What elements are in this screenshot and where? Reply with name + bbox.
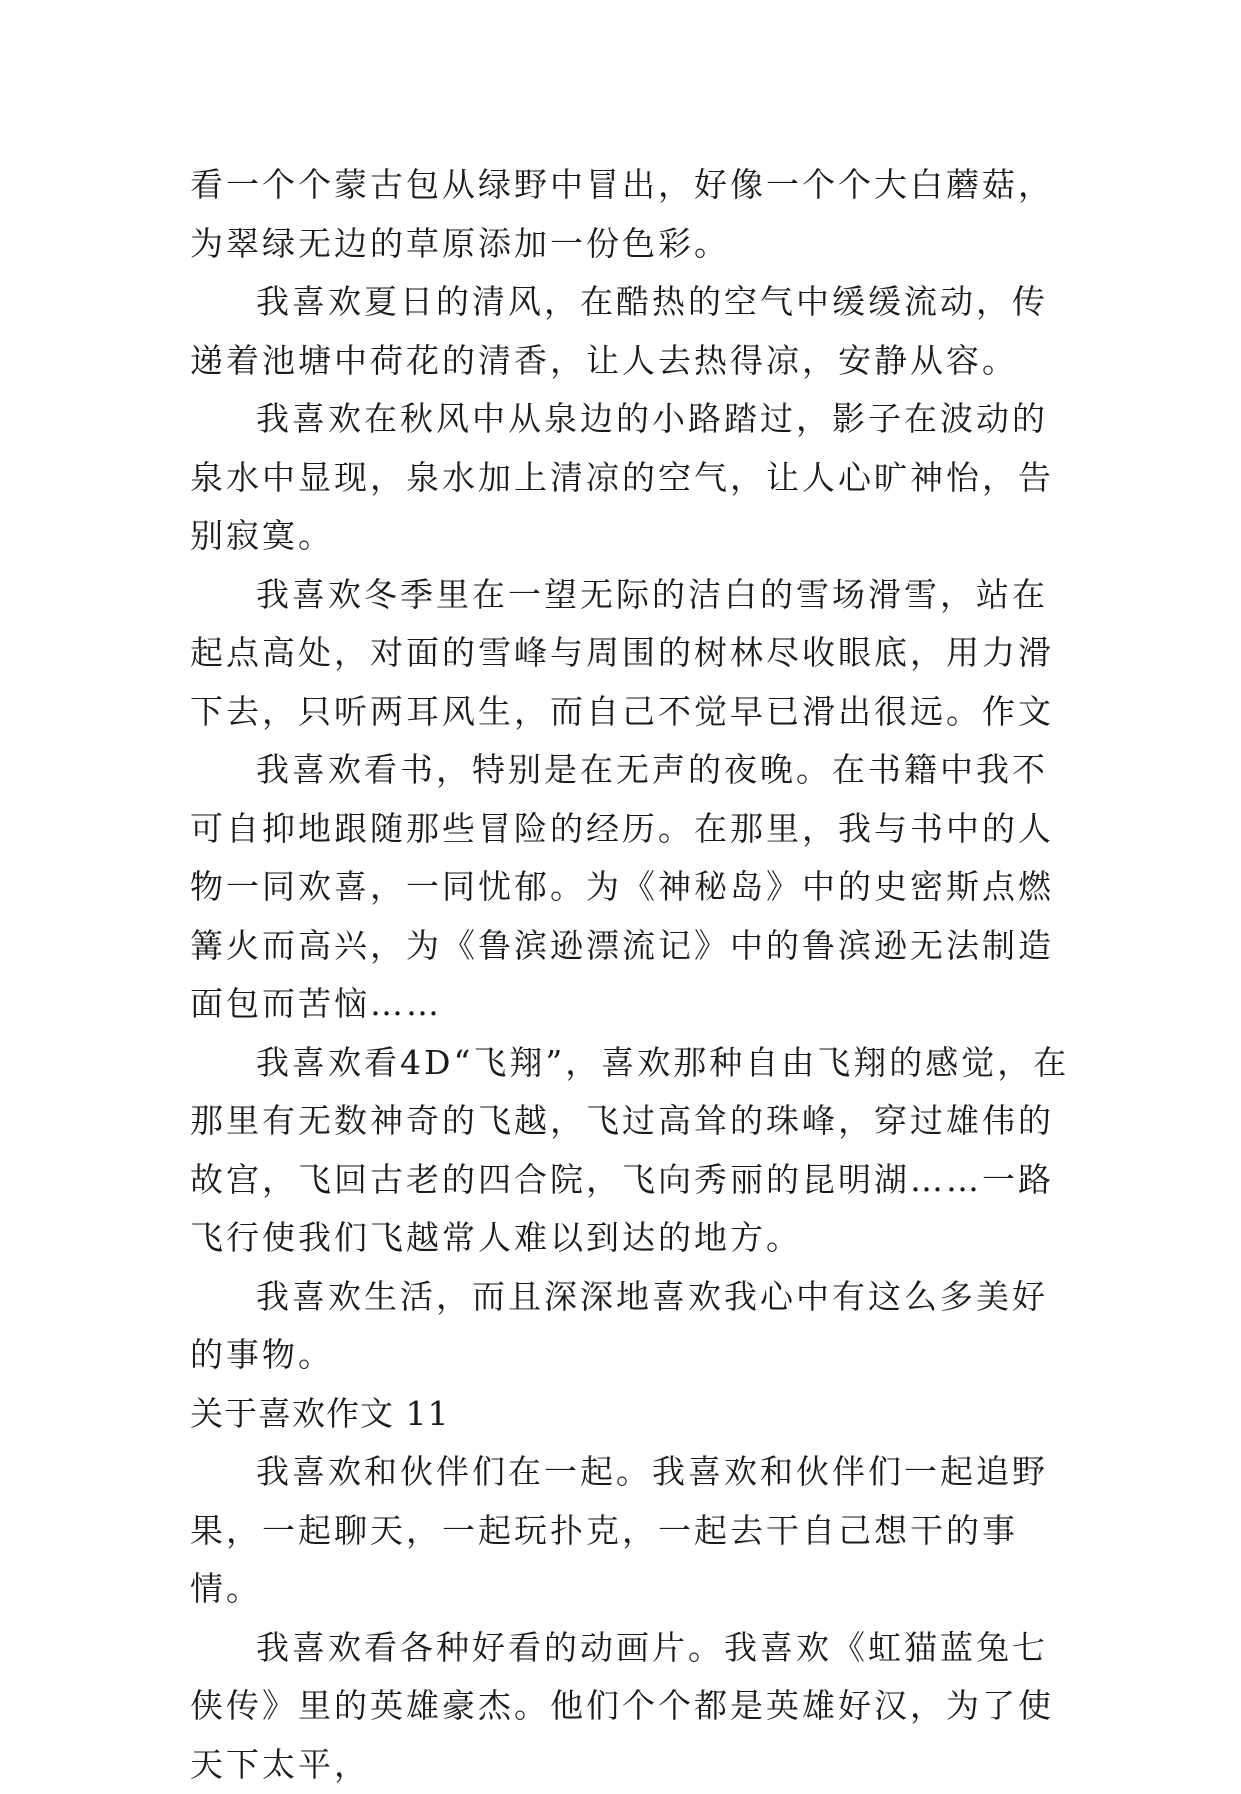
paragraph-4: 我喜欢冬季里在一望无际的洁白的雪场滑雪，站在起点高处，对面的雪峰与周围的树林尽收眼底，用力滑下去，只听两耳风生，而自己不觉早已滑出很远。作文	[190, 566, 1070, 742]
paragraph-3: 我喜欢在秋风中从泉边的小路踏过，影子在波动的泉水中显现，泉水加上清凉的空气，让人心旷神怡，告别寂寞。	[190, 390, 1070, 566]
paragraph-8: 我喜欢和伙伴们在一起。我喜欢和伙伴们一起追野果，一起聊天，一起玩扑克，一起去干自己想干的事情。	[190, 1443, 1070, 1619]
paragraph-5: 我喜欢看书，特别是在无声的夜晚。在书籍中我不可自抑地跟随那些冒险的经历。在那里，我与书中的人物一同欢喜，一同忧郁。为《神秘岛》中的史密斯点燃篝火而高兴，为《鲁滨逊漂流记》中的鲁滨逊无法制造面包而苦恼……	[190, 741, 1070, 1034]
document-body	[190, 156, 1070, 1794]
paragraph-2: 我喜欢夏日的清风，在酷热的空气中缓缓流动，传递着池塘中荷花的清香，让人去热得凉，安静从容。	[190, 273, 1070, 390]
paragraph-7: 我喜欢生活，而且深深地喜欢我心中有这么多美好的事物。	[190, 1268, 1070, 1385]
section-heading: 关于喜欢作文 11	[190, 1385, 1070, 1444]
paragraph-1: 看一个个蒙古包从绿野中冒出，好像一个个大白蘑菇，为翠绿无边的草原添加一份色彩。	[190, 156, 1070, 273]
paragraph-6: 我喜欢看4D“飞翔”，喜欢那种自由飞翔的感觉，在那里有无数神奇的飞越，飞过高耸的珠峰，穿过雄伟的故宫，飞回古老的四合院，飞向秀丽的昆明湖……一路飞行使我们飞越常人难以到达的地方。	[190, 1034, 1070, 1268]
paragraph-9: 我喜欢看各种好看的动画片。我喜欢《虹猫蓝兔七侠传》里的英雄豪杰。他们个个都是英雄好汉，为了使天下太平，	[190, 1619, 1070, 1794]
